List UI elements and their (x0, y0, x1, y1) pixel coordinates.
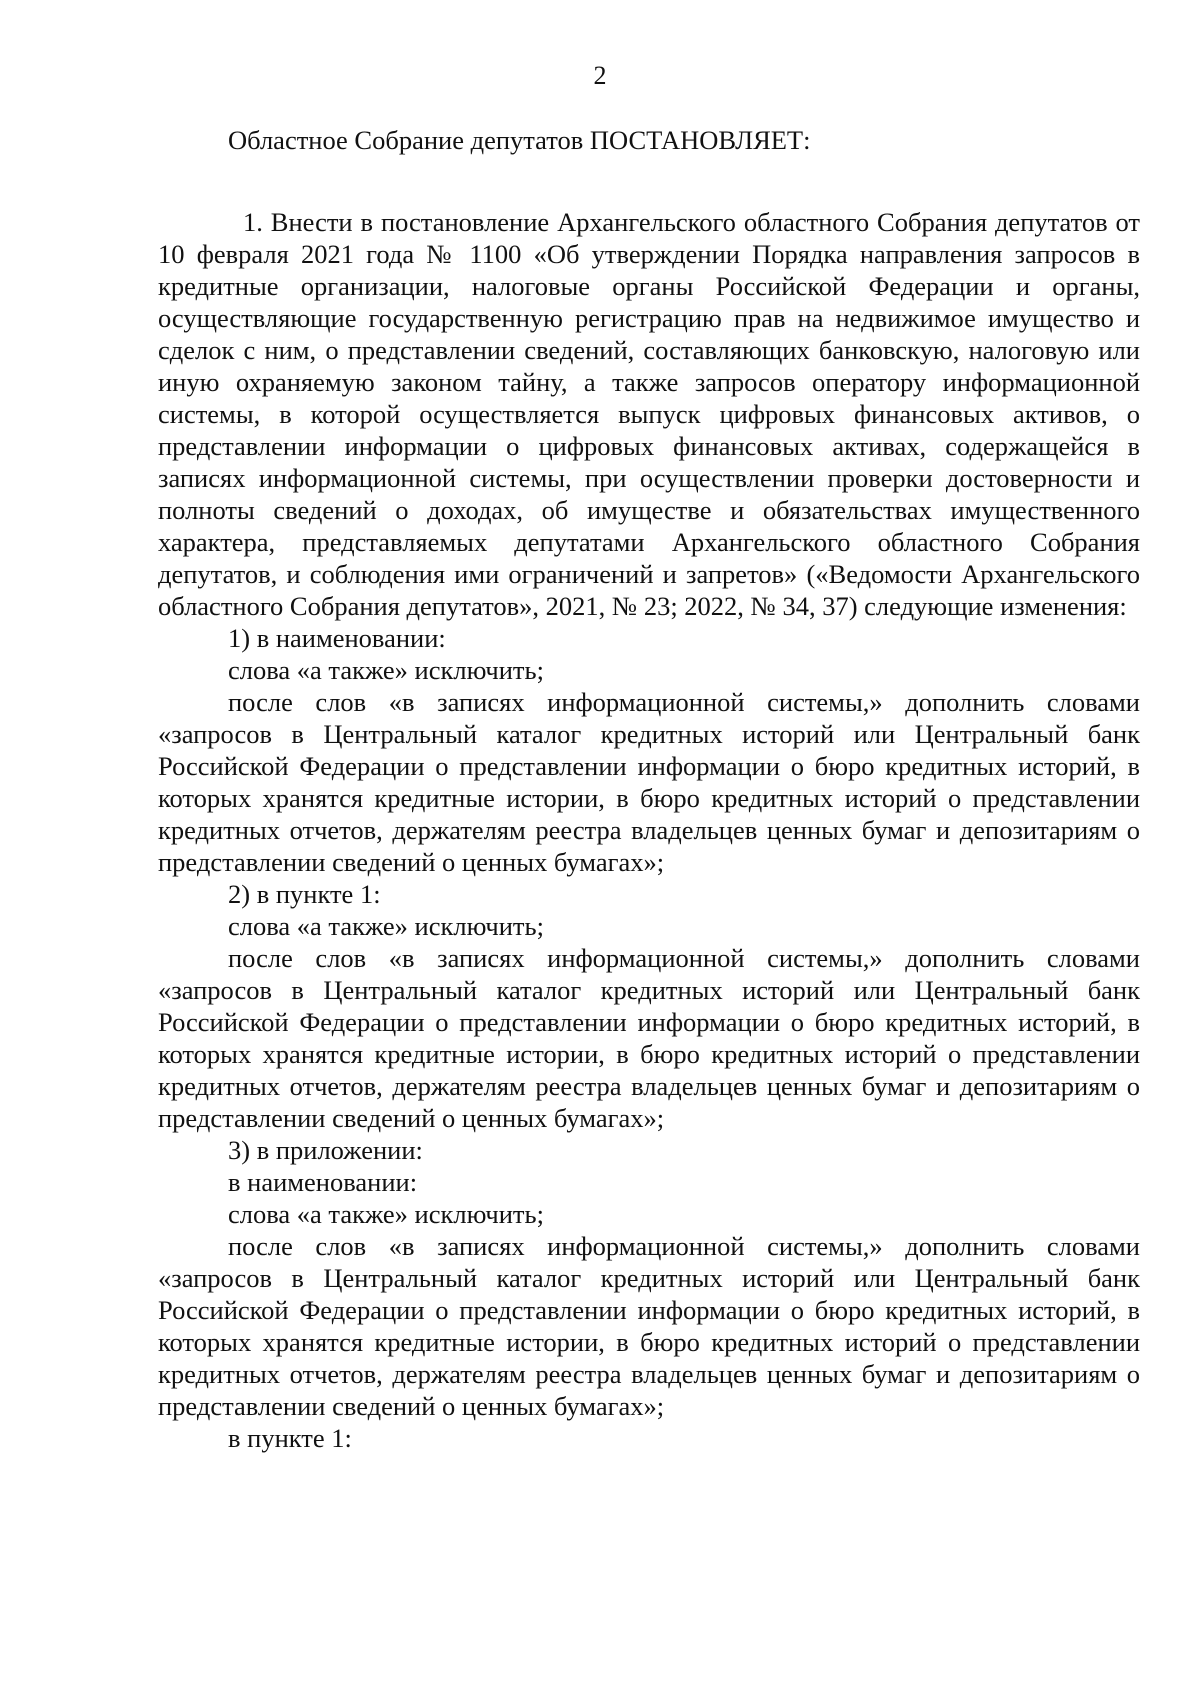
subitem-1-title: 1) в наименовании: (228, 623, 446, 653)
document-body (158, 124, 1140, 1454)
subitem-3-exclude: слова «а также» исключить; (228, 1199, 544, 1229)
subitem-1-exclude: слова «а также» исключить; (228, 655, 544, 685)
paragraph-item-1: 1. Внести в постановление Архангельского областного Собрания депутатов от 10 февраля 2021 года № 1100 «Об утверждении Порядка направления запросов в кредитные организации, налоговые органы Российской Федерации и органы, осуществляющие государственную регистрацию прав на недвижимое имущество и сделок с ним, о представлении сведений, составляющих банковскую, налоговую или иную охраняемую законом тайну, а также запросов оператору информационной системы, в которой осуществляется выпуск цифровых финансовых активов, о представлении информации о цифровых финансовых активах, содержащейся в записях информационной системы, при осуществлении проверки достоверности и полноты сведений о доходах, об имуществе и обязательствах имущественного характера, представляемых депутатами Архангельского областного Собрания депутатов, и соблюдения ими ограничений и запретов» («Ведомости Архангельского областного Собрания депутатов», 2021, № 23; 2022, № 34, 37) следующие изменения: (158, 207, 1140, 621)
resolution-heading: Областное Собрание депутатов ПОСТАНОВЛЯЕТ: (228, 125, 811, 155)
subitem-3-amendment: после слов «в записях информационной системы,» дополнить словами «запросов в Центральный каталог кредитных историй или Центральный банк Российской Федерации о представлении информации о бюро кредитных историй, в которых хранятся кредитные истории, в бюро кредитных историй о представлении кредитных отчетов, держателям реестра владельцев ценных бумаг и депозитариям о представлении сведений о ценных бумагах»; (158, 1231, 1140, 1421)
page-number: 2 (593, 61, 607, 90)
subitem-2-exclude: слова «а также» исключить; (228, 911, 544, 941)
subitem-2-title: 2) в пункте 1: (228, 879, 381, 909)
subitem-3-name: в наименовании: (228, 1167, 418, 1197)
subitem-3-title: 3) в приложении: (228, 1135, 423, 1165)
subitem-2-amendment: после слов «в записях информационной системы,» дополнить словами «запросов в Центральный каталог кредитных историй или Центральный банк Российской Федерации о представлении информации о бюро кредитных историй, в которых хранятся кредитные истории, в бюро кредитных историй о представлении кредитных отчетов, держателям реестра владельцев ценных бумаг и депозитариям о представлении сведений о ценных бумагах»; (158, 943, 1140, 1133)
subitem-3-point-1: в пункте 1: (228, 1423, 352, 1453)
subitem-1-amendment: после слов «в записях информационной системы,» дополнить словами «запросов в Центральный каталог кредитных историй или Центральный банк Российской Федерации о представлении информации о бюро кредитных историй, в которых хранятся кредитные истории, в бюро кредитных историй о представлении кредитных отчетов, держателям реестра владельцев ценных бумаг и депозитариям о представлении сведений о ценных бумагах»; (158, 687, 1140, 877)
